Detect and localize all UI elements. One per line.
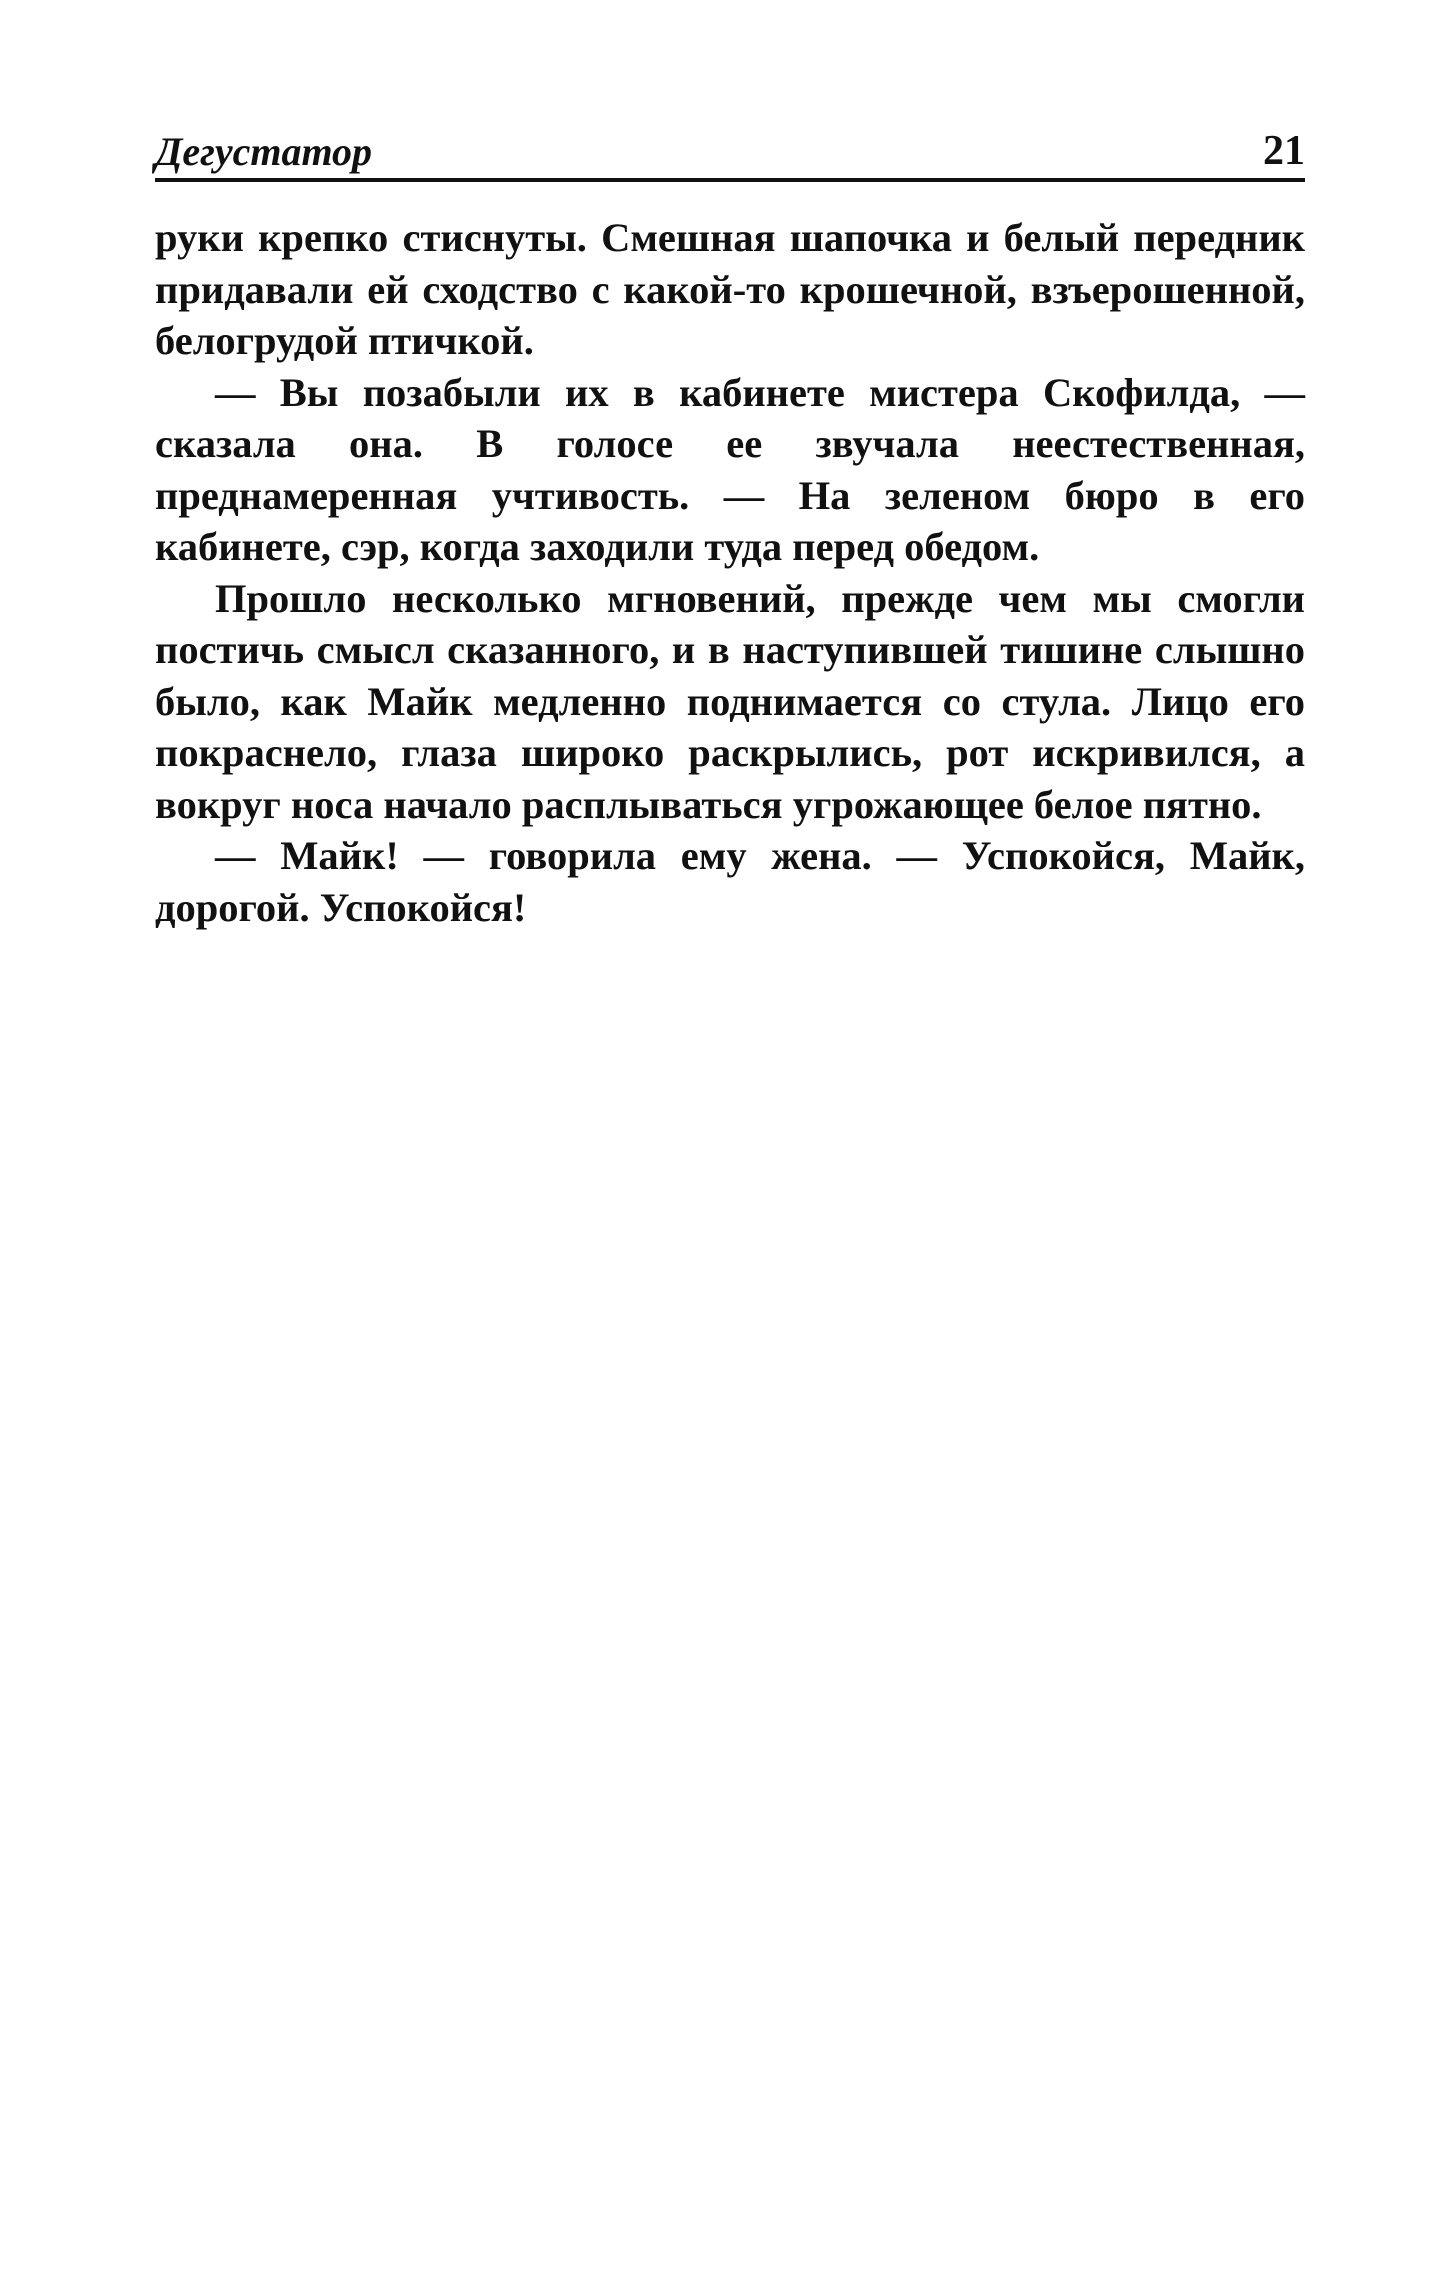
page-header — [155, 118, 1305, 182]
paragraph-continued: руки крепко стиснуты. Смешная шапочка и белый передник придавали ей сходство с какой-то крошечной, взъерошенной, белогрудой птичкой. — [155, 215, 1305, 363]
body-text — [155, 212, 1305, 933]
paragraph-dialogue-maid: — Вы позабыли их в кабинете мистера Скофилда, — сказала она. В голосе ее звучала неестественная, преднамеренная учтивость. — На зеленом бюро в его кабинете, сэр, когда заходили туда перед обедом. — [155, 369, 1305, 569]
paragraph-dialogue-wife: — Майк! — говорила ему жена. — Успокойся, Майк, дорогой. Успокойся! — [155, 833, 1305, 930]
paragraph-narration: Прошло несколько мгновений, прежде чем мы смогли постичь смысл сказанного, и в наступившей тишине слышно было, как Майк медленно поднимается со стула. Лицо его покраснело, глаза широко раскрылись, рот искривился, а вокруг носа начало расплываться угрожающее белое пятно. — [155, 575, 1305, 827]
page-number: 21 — [1263, 128, 1305, 174]
running-title: Дегустатор — [155, 129, 373, 174]
book-page — [155, 118, 1305, 933]
